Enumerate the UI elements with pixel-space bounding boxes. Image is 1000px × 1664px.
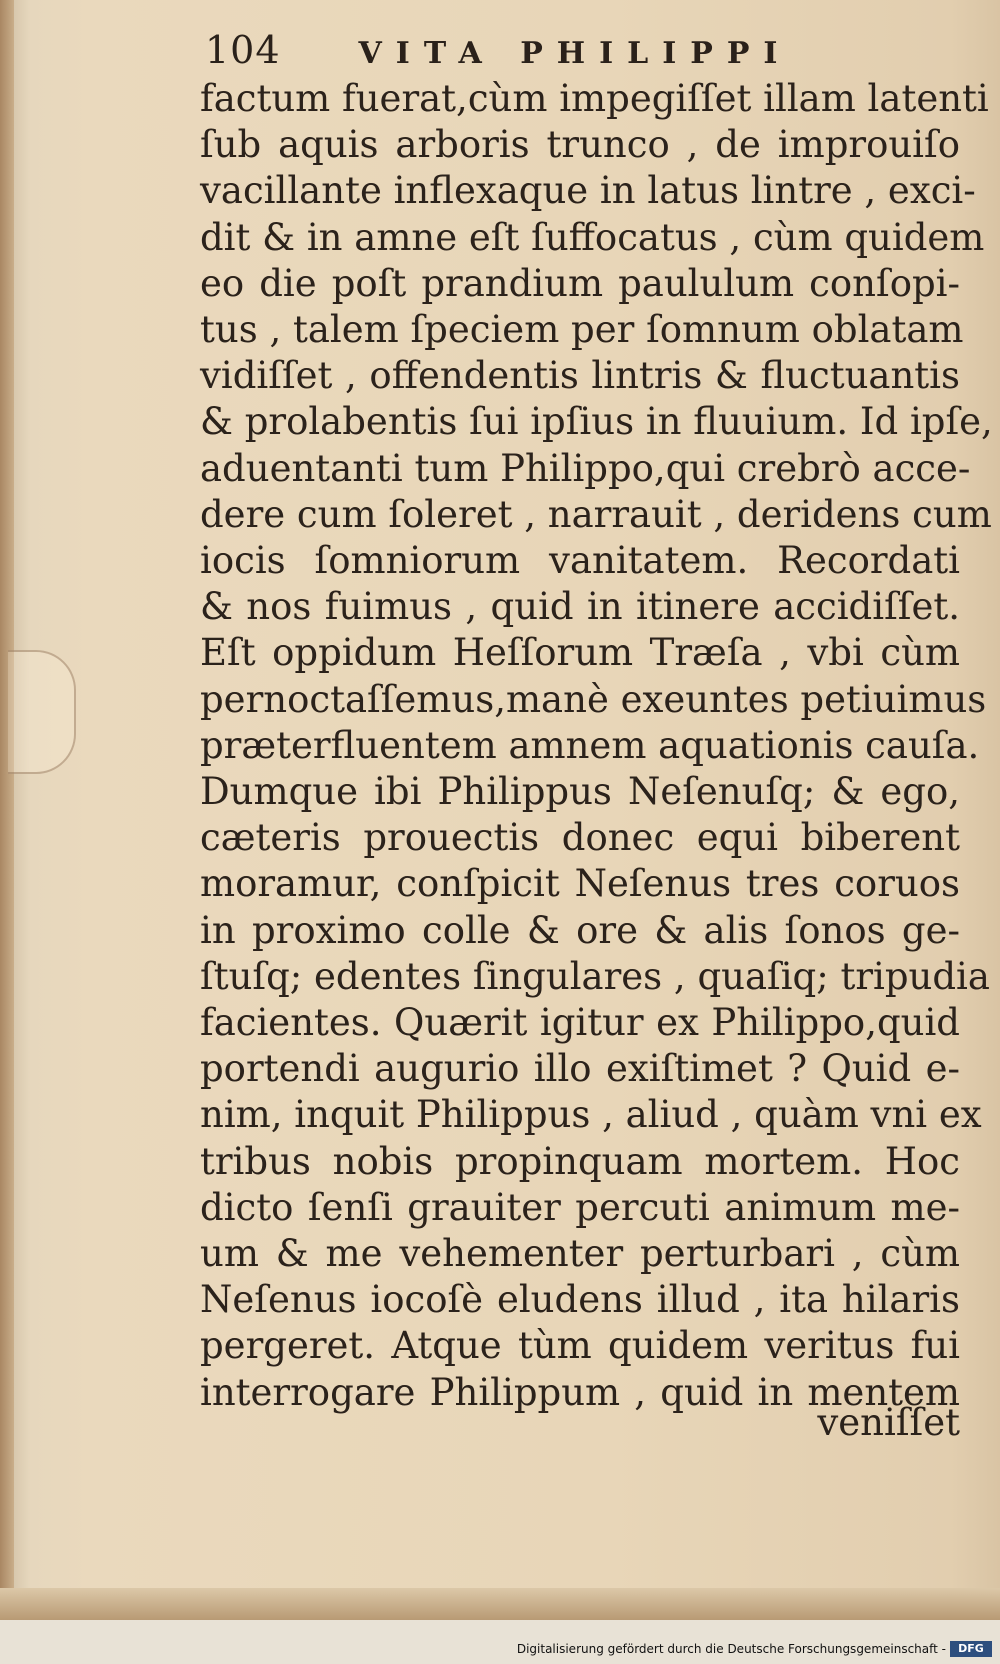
text-line: facientes. Quærit igitur ex Philippo,quid [200,1001,960,1045]
page-header [205,28,905,78]
text-line: dere cum ſoleret , narrauit , deridens cum [200,492,992,536]
text-line: cæteris prouectis donec equi biberent [200,816,960,860]
page-clip [8,650,76,774]
catchword-row [200,1400,960,1450]
funding-credit: Digitalisierung gefördert durch die Deutsche Forschungsgemeinschaft - [516,1642,946,1656]
text-line: vidiſſet , offendentis lintris & fluctuantis [200,354,960,398]
folio-number: 104 [205,28,281,72]
text-line: pernoctaſſemus,manè exeuntes petiuimus [200,677,987,721]
page-binding-edge [0,0,14,1620]
text-line: Neſenus iocoſè eludens illud , ita hilaris [200,1278,960,1322]
text-line: moramur, conſpicit Neſenus tres coruos [200,862,960,906]
text-line: interrogare Philippum , quid in mentem [200,1370,960,1414]
text-line: Eſt oppidum Heſſorum Træſa , vbi cùm [200,631,960,675]
digitization-footer [0,1638,1000,1664]
text-line: in proximo colle & ore & alis ſonos ge- [200,908,960,952]
page-bottom-edge [0,1588,1000,1620]
text-line: tus , talem ſpeciem per ſomnum oblatam [200,308,964,352]
text-line: ſtuſq; edentes ſingulares , quaſiq; tripudia [200,954,990,998]
text-line: præterfluentem amnem aquationis cauſa. [200,723,980,767]
text-line: tribus nobis propinquam mortem. Hoc [200,1139,960,1183]
text-line: dicto ſenſi grauiter percuti animum me- [200,1185,960,1229]
text-line: eo die poſt prandium paululum conſopi- [200,261,960,305]
running-title: VITA PHILIPPI [358,36,792,71]
dfg-logo: DFG [950,1641,992,1657]
text-line: ſub aquis arboris trunco , de improuiſo [200,123,960,167]
text-line: iocis ſomniorum vanitatem. Recordati [200,539,960,583]
text-line: nim, inquit Philippus , aliud , quàm vni ex [200,1093,982,1137]
text-line: pergeret. Atque tùm quidem veritus fui [200,1324,960,1368]
body-text [200,76,993,1416]
text-line: um & me vehementer perturbari , cùm [200,1232,960,1276]
text-line: dit & in amne eſt ſuffocatus , cùm quidem [200,215,985,259]
text-line: factum fuerat,cùm impegiſſet illam latenti [200,77,989,120]
text-line: & nos fuimus , quid in itinere accidiſſet. [200,585,960,629]
text-line: vacillante inflexaque in latus lintre , exci- [200,169,976,213]
text-line: portendi augurio illo exiſtimet ? Quid e- [200,1047,960,1091]
text-line: aduentanti tum Philippo,qui crebrò acce- [200,446,971,490]
text-line: Dumque ibi Philippus Neſenuſq; & ego, [200,770,960,814]
catchword: veniſſet [817,1401,960,1444]
text-line: & prolabentis ſui ipſius in fluuium. Id ipſe, [200,400,993,444]
